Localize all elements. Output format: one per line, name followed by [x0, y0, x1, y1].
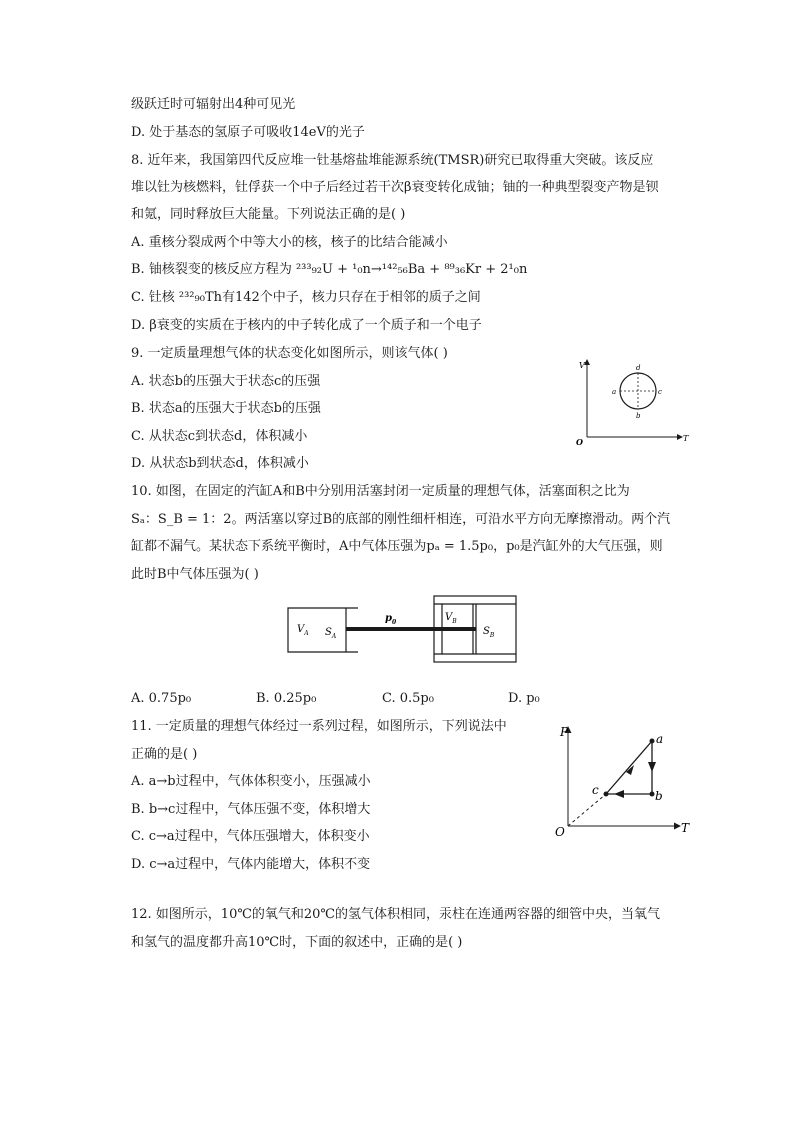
question-8-stem: 8. 近年来，我国第四代反应堆一钍基熔盐堆能源系统(TMSR)研究已取得重大突破。该反应: [131, 153, 654, 168]
option-a: A. a→b过程中，气体体积变小，压强减小: [131, 774, 371, 789]
question-10-stem: 此时B中气体压强为( ): [131, 567, 259, 582]
connecting-rod: [346, 627, 476, 631]
process-c-a: [606, 741, 652, 794]
arrow-a-b: [648, 762, 656, 772]
dashed-origin-line: [568, 794, 606, 826]
point-d-label: d: [636, 364, 641, 372]
option-a: A. 重核分裂成两个中等大小的核，核子的比结合能减小: [131, 235, 448, 250]
option-c: C. c→a过程中，气体压强增大，体积变小: [131, 829, 370, 844]
origin-label: O: [576, 437, 583, 447]
option-b: B. 铀核裂变的核反应方程为 ²³³₉₂U + ¹₀n→¹⁴²₅₆Ba + ⁸⁹₃₆Kr + 2¹₀n: [131, 262, 528, 277]
point-a: [650, 739, 655, 744]
option-d: D. 处于基态的氢原子可吸收14eV的光子: [131, 125, 365, 140]
p-axis-label: P: [560, 725, 569, 739]
point-b-label: b: [655, 789, 663, 803]
option-c: C. 钍核 ²³²₉₀Th有142个中子，核力只存在于相邻的质子之间: [131, 290, 481, 305]
sa-label: $S_A$: [325, 627, 337, 640]
question-10-stem: 10. 如图，在固定的汽缸A和B中分别用活塞封闭一定质量的理想气体，活塞面积之比为: [131, 484, 630, 499]
question-11-stem: 正确的是( ): [131, 747, 198, 762]
cylinder-diagram: [285, 594, 520, 666]
text-line: 级跃迁时可辐射出4种可见光: [131, 97, 296, 112]
question-10-stem: Sₐ：S_B = 1：2。两活塞以穿过B的底部的刚性细杆相连，可沿水平方向无摩擦滑动。两个汽: [131, 512, 671, 527]
option-d: D. c→a过程中，气体内能增大，体积不变: [131, 857, 371, 872]
option-b: B. 状态a的压强大于状态b的压强: [131, 401, 321, 416]
option-b: B. b→c过程中，气体压强不变，体积增大: [131, 802, 371, 817]
v-axis-label: V: [579, 361, 585, 370]
point-c-label: c: [592, 783, 599, 797]
option-d: D. p₀: [508, 691, 540, 706]
point-a-label: a: [656, 732, 664, 746]
option-d: D. 从状态b到状态d，体积减小: [131, 456, 309, 471]
arrow-b-c: [614, 790, 624, 798]
question-8-stem: 和氪，同时释放巨大能量。下列说法正确的是( ): [131, 207, 406, 222]
option-c: C. 0.5p₀: [382, 691, 434, 706]
origin-label: O: [555, 825, 565, 839]
t-axis-label: T: [683, 434, 689, 443]
sb-label: $S_B$: [483, 626, 495, 639]
question-10-stem: 缸都不漏气。某状态下系统平衡时，A中气体压强为pₐ = 1.5p₀，p₀是汽缸外的大气压强，则: [131, 539, 663, 554]
option-a: A. 0.75p₀: [131, 691, 192, 706]
t-axis-label: T: [681, 821, 690, 835]
question-9-stem: 9. 一定质量理想气体的状态变化如图所示，则该气体( ): [131, 346, 448, 361]
point-b: [650, 792, 655, 797]
question-11-stem: 11. 一定质量的理想气体经过一系列过程，如图所示，下列说法中: [131, 719, 507, 734]
option-d: D. β衰变的实质在于核内的中子转化成了一个质子和一个电子: [131, 318, 482, 333]
question-10-options: [131, 690, 571, 708]
vb-label: $V_B$: [445, 612, 457, 625]
option-c: C. 从状态c到状态d，体积减小: [131, 429, 308, 444]
option-b: B. 0.25p₀: [256, 691, 317, 706]
question-12-stem: 和氢气的温度都升高10℃时，下面的叙述中，正确的是( ): [131, 935, 463, 950]
option-a: A. 状态b的压强大于状态c的压强: [131, 374, 321, 389]
question-8-stem: 堆以钍为核燃料，钍俘获一个中子后经过若干次β衰变转化成铀；铀的一种典型裂变产物是钡: [131, 180, 659, 195]
vt-diagram: [572, 355, 697, 450]
point-c: [604, 792, 609, 797]
pt-diagram: [552, 722, 697, 840]
point-a-label: a: [612, 388, 617, 396]
question-12-stem: 12. 如图所示，10℃的氧气和20℃的氢气体积相同，汞柱在连通两容器的细管中央，当氧气: [131, 907, 660, 922]
p0-label: $p_0$: [385, 613, 397, 626]
point-b-label: b: [636, 412, 641, 420]
point-c-label: c: [658, 388, 662, 396]
va-label: $V_A$: [297, 624, 309, 637]
